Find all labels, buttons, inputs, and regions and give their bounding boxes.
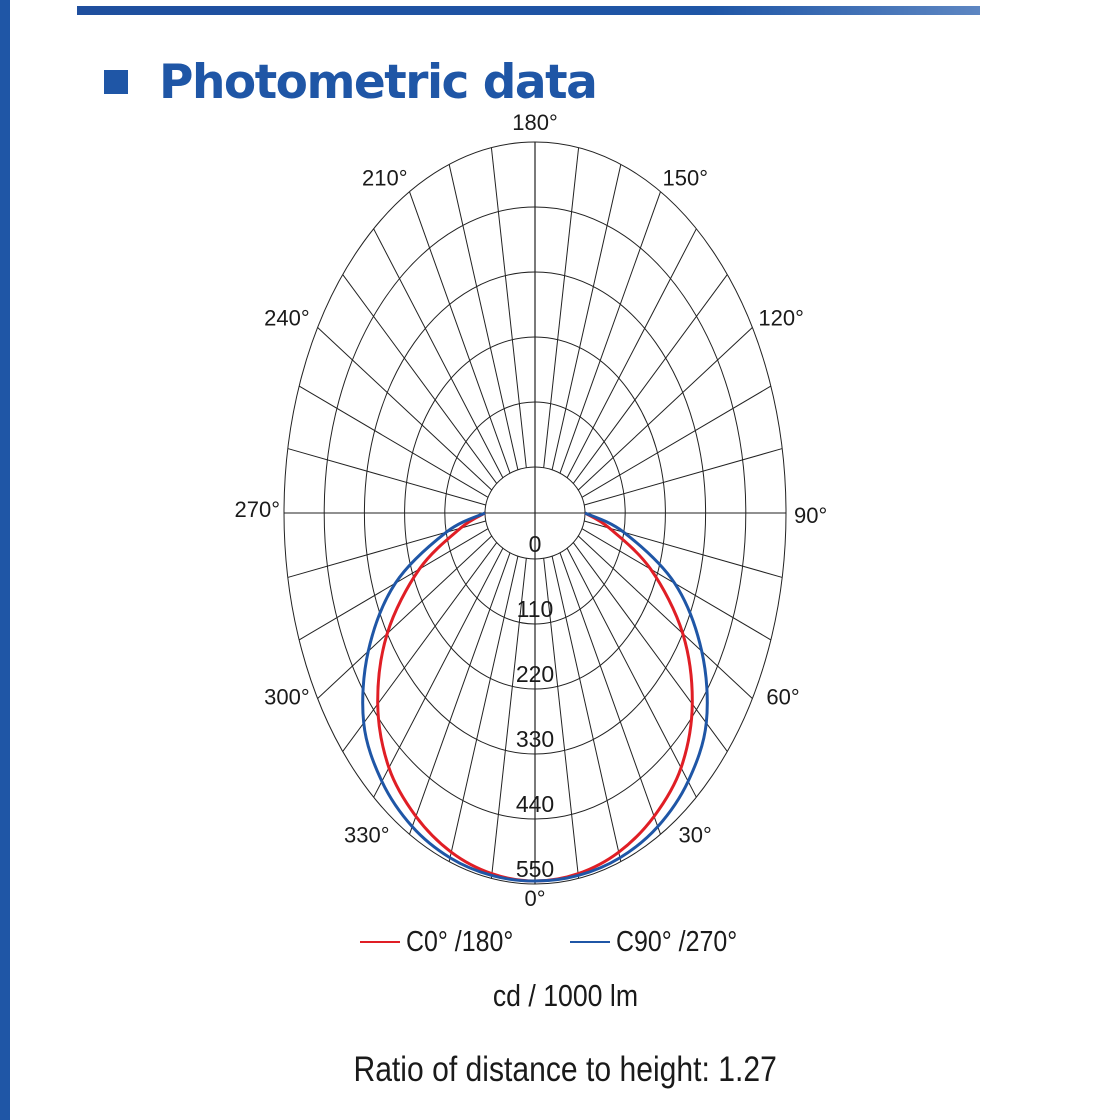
angle-label-180: 180° [512,110,558,135]
radial-label-330: 330 [515,726,555,752]
legend-label-c0: C0° /180° [406,925,514,958]
grid-spoke-240 [318,328,492,491]
polar-grid [284,142,786,884]
legend-label-c90: C90° /270° [616,925,738,958]
angle-label-60: 60° [766,684,800,710]
grid-spoke-30 [560,553,661,834]
angle-label-210: 210° [361,165,408,191]
ratio-label-text: Ratio of distance to height: 1.27 [353,1050,777,1089]
grid-spoke-150 [560,192,661,473]
ratio-label [0,1050,1120,1090]
legend-swatch-c90 [570,941,610,943]
angle-label-90: 90° [794,503,828,528]
unit-label [0,978,1120,1014]
radial-label-0: 0 [528,531,542,557]
grid-spoke-310 [343,543,497,752]
chart-legend [0,920,1120,964]
grid-spoke-120 [578,328,752,491]
radial-label-110: 110 [516,596,554,622]
radial-label-550: 550 [515,856,555,882]
grid-spoke-340 [449,556,518,861]
grid-spoke-60 [578,536,752,699]
unit-label-text: cd / 1000 lm [492,978,638,1013]
angle-label-270: 270° [234,497,280,522]
grid-spoke-250 [299,386,488,497]
legend-swatch-c0 [360,941,400,943]
page-title: Photometric data [159,54,597,110]
grid-spoke-230 [343,275,497,484]
angle-labels [234,110,827,910]
legend-item-c0 [360,920,531,964]
angle-label-330: 330° [343,822,390,848]
grid-spoke-200 [449,164,518,469]
grid-spoke-330 [410,553,511,834]
radial-label-440: 440 [515,791,555,817]
grid-spoke-130 [573,275,727,484]
grid-spoke-170 [544,148,579,468]
angle-label-300: 300° [264,684,310,710]
angle-label-0: 0° [524,886,546,910]
legend-item-c90 [570,920,757,964]
grid-spoke-50 [573,543,727,752]
grid-spoke-210 [410,192,511,473]
angle-label-240: 240° [264,305,310,331]
radial-label-220: 220 [515,661,555,687]
angle-label-30: 30° [678,822,712,848]
angle-label-120: 120° [758,305,804,331]
grid-spoke-190 [491,148,526,468]
grid-spoke-300 [318,536,492,699]
angle-label-150: 150° [662,165,709,191]
grid-spoke-110 [582,386,771,497]
grid-spoke-20 [552,556,621,861]
grid-spoke-160 [552,164,621,469]
